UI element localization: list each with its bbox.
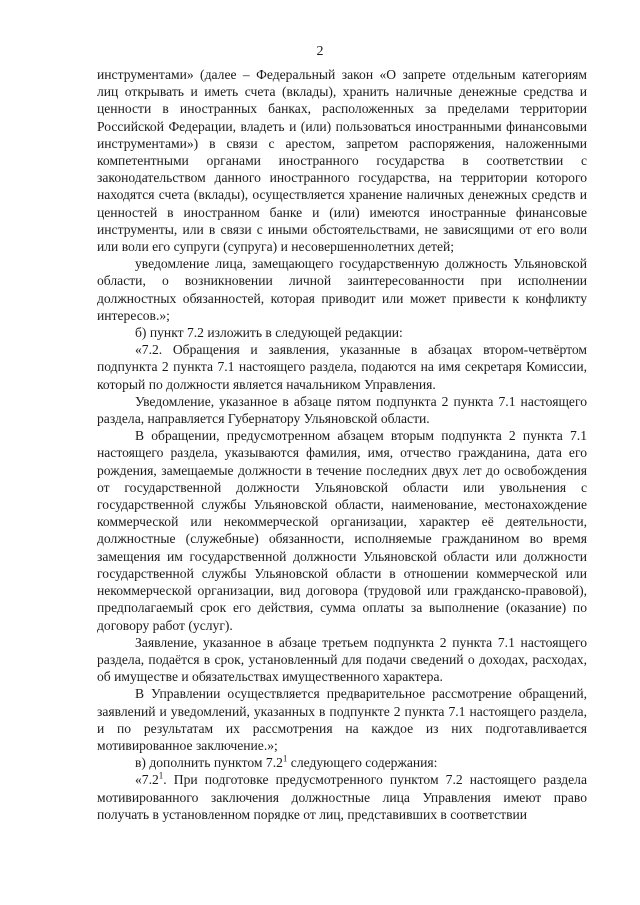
paragraph: б) пункт 7.2 изложить в следующей редакции: [135, 325, 403, 341]
paragraph-text: «7.2 [135, 772, 159, 788]
paragraph-text: . При подготовке предусмотренного пунктом 7.2 настоящего раздела мотивированного заключения должностные лица Управления имеют право получать в установленном порядке от лиц, представивших в соответствии [97, 772, 587, 822]
superscript: 1 [282, 753, 288, 764]
paragraph: уведомление лица, замещающего государственную должность Ульяновской области, о возникновении личной заинтересованности при исполнении должностных обязанностей, которая приводит или может привести к конфликту интересов.»; [97, 256, 587, 323]
paragraph [97, 754, 587, 771]
paragraph: «7.2. Обращения и заявления, указанные в абзацах втором-четвёртом подпункта 2 пункта 7.1 настоящего раздела, подаются на имя секретаря Комиссии, который по должности является начальником Управления. [97, 342, 587, 392]
paragraph: Уведомление, указанное в абзаце пятом подпункта 2 пункта 7.1 настоящего раздела, направляется Губернатору Ульяновской области. [97, 393, 587, 427]
paragraph: В обращении, предусмотренном абзацем вторым подпункта 2 пункта 7.1 настоящего раздела, указываются фамилия, имя, отчество гражданина, дата его рождения, замещаемые должности в течение последних двух лет до освобождения от государственной должности Ульяновской области или увольнения с государственной службы Ульяновской области, наименование, местонахождение коммерческой или некоммерческой организации, характер её деятельности, должностные (служебные) обязанности, исполняемые гражданином во время замещения им государственной должности Ульяновской области или должности государственной службы Ульяновской области в отношении коммерческой или некоммерческой организации, вид договора (трудовой или гражданско-правовой), предполагаемый срок его действия, сумма оплаты за выполнение (оказание) по договору работ (услуг). [97, 428, 587, 633]
paragraph: инструментами» (далее – Федеральный закон «О запрете отдельным категориям лиц открывать и иметь счета (вклады), хранить наличные денежные средства и ценности в иностранных банках, расположенных за пределами территории Российской Федерации, владеть и (или) пользоваться иностранными финансовыми инструментами») в связи с арестом, запретом распоряжения, наложенными компетентными органами иностранного государства в соответствии с законодательством данного иностранного государства, на территории которого находятся счета (вклады), осуществляется хранение наличных денежных средств и ценностей в иностранном банке и (или) имеются иностранные финансовые инструменты, или в связи с иными обстоятельствами, не зависящими от его воли или воли его супруги (супруга) и несовершеннолетних детей; [97, 67, 587, 255]
page-number: 2 [316, 44, 324, 59]
document-body [97, 66, 587, 823]
superscript: 1 [158, 770, 164, 781]
paragraph [97, 771, 587, 823]
paragraph-text: следующего содержания: [287, 755, 438, 771]
paragraph: Заявление, указанное в абзаце третьем подпункта 2 пункта 7.1 настоящего раздела, подаётся в срок, установленный для подачи сведений о доходах, расходах, об имуществе и обязательствах имущественного характера. [97, 634, 587, 685]
paragraph: В Управлении осуществляется предварительное рассмотрение обращений, заявлений и уведомлений, указанных в подпункте 2 пункта 7.1 настоящего раздела, и по результатам их рассмотрения на каждое из них подготавливается мотивированное заключение.»; [97, 686, 587, 753]
paragraph-text: в) дополнить пунктом 7.2 [135, 755, 283, 771]
